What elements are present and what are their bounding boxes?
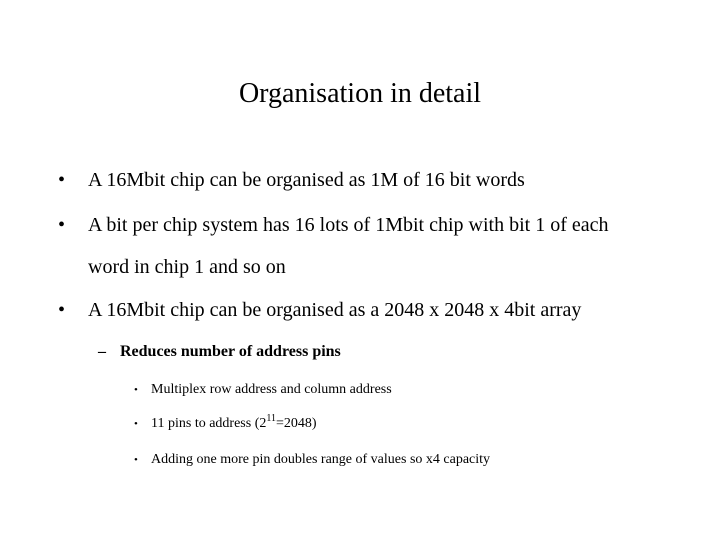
bullet-mark: • <box>58 214 66 236</box>
text-prefix: 11 pins to address (2 <box>151 416 267 431</box>
dash-mark: – <box>98 343 106 360</box>
bullet-mark: • <box>134 454 138 466</box>
bullet-mark: • <box>134 384 138 396</box>
bullet-mark: • <box>58 299 66 321</box>
sub-sub-bullet-text: Multiplex row address and column address <box>151 382 392 397</box>
exponent: 11 <box>266 413 276 424</box>
bullet-text-line-2: word in chip 1 and so on <box>88 256 286 278</box>
sub-sub-bullet-text: Adding one more pin doubles range of values so x4 capacity <box>151 452 491 467</box>
slide-title: Organisation in detail <box>238 78 482 109</box>
bullet-mark: • <box>58 169 66 191</box>
bullet-text-line-1: A bit per chip system has 16 lots of 1Mbit chip with bit 1 of each <box>88 214 609 236</box>
bullet-text: A 16Mbit chip can be organised as 1M of 16 bit words <box>88 169 525 191</box>
bullet-mark: • <box>134 418 138 430</box>
bullet-text: A 16Mbit chip can be organised as a 2048 x 2048 x 4bit array <box>88 299 582 321</box>
sub-sub-bullet-text <box>151 414 317 434</box>
text-suffix: =2048) <box>276 416 317 431</box>
sub-bullet-text: Reduces number of address pins <box>120 343 341 360</box>
